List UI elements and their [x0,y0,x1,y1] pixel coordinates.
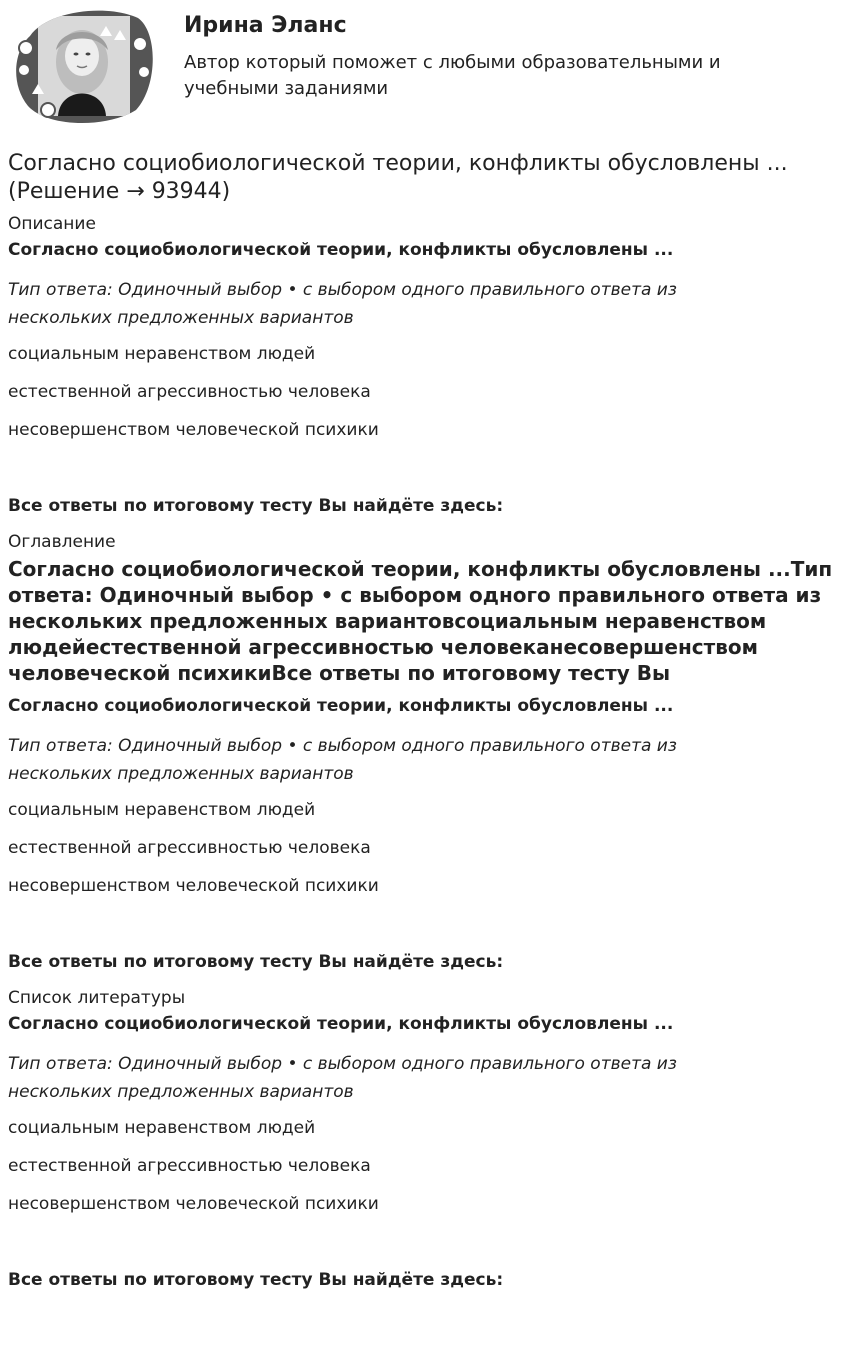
answer-option: социальным неравенством людей [8,800,316,820]
answer-option: социальным неравенством людей [8,1118,316,1138]
question-text: Согласно социобиологической теории, конфликты обусловлены ... [8,240,674,260]
answer-option: несовершенством человеческой психики [8,876,379,896]
answer-option: несовершенством человеческой психики [8,420,379,440]
page-title: Согласно социобиологической теории, конфликты обусловлены ... (Решение → 93944) [8,151,788,204]
answers-note: Все ответы по итоговому тесту Вы найдёте здесь: [8,496,504,516]
author-name: Ирина Эланс [184,13,347,38]
answer-option: естественной агрессивностью человека [8,1156,371,1176]
author-card [8,0,839,130]
question-text: Согласно социобиологической теории, конфликты обусловлены ... [8,696,674,716]
answer-option: несовершенством человеческой психики [8,1194,379,1214]
question-type: Тип ответа: Одиночный выбор • с выбором одного правильного ответа из нескольких предложенных вариантов [8,736,677,784]
section-label-toc: Оглавление [8,532,116,552]
description-section [8,212,839,518]
answers-note: Все ответы по итоговому тесту Вы найдёте здесь: [8,1270,504,1290]
author-avatar [8,6,156,126]
section-label-references: Список литературы [8,988,186,1008]
references-section [8,986,839,1292]
answer-option: естественной агрессивностью человека [8,382,371,402]
toc-section [8,530,839,974]
author-description: Автор который поможет с любыми образовательными и учебными заданиями [184,52,721,99]
author-info [184,6,804,102]
answers-note: Все ответы по итоговому тесту Вы найдёте здесь: [8,952,504,972]
section-label-description: Описание [8,214,96,234]
question-type: Тип ответа: Одиночный выбор • с выбором одного правильного ответа из нескольких предложенных вариантов [8,280,677,328]
toc-heading: Согласно социобиологической теории, конфликты обусловлены ...Тип ответа: Одиночный выбор • с выбором одного правильного ответа из нескольких предложенных вариантовсоциальным неравенством людейестественной агрессивностью человеканесовершенством человеческой психикиВсе ответы по итоговому тесту Вы [8,557,833,685]
question-text: Согласно социобиологической теории, конфликты обусловлены ... [8,1014,674,1034]
answer-option: социальным неравенством людей [8,344,316,364]
question-type: Тип ответа: Одиночный выбор • с выбором одного правильного ответа из нескольких предложенных вариантов [8,1054,677,1102]
answer-option: естественной агрессивностью человека [8,838,371,858]
